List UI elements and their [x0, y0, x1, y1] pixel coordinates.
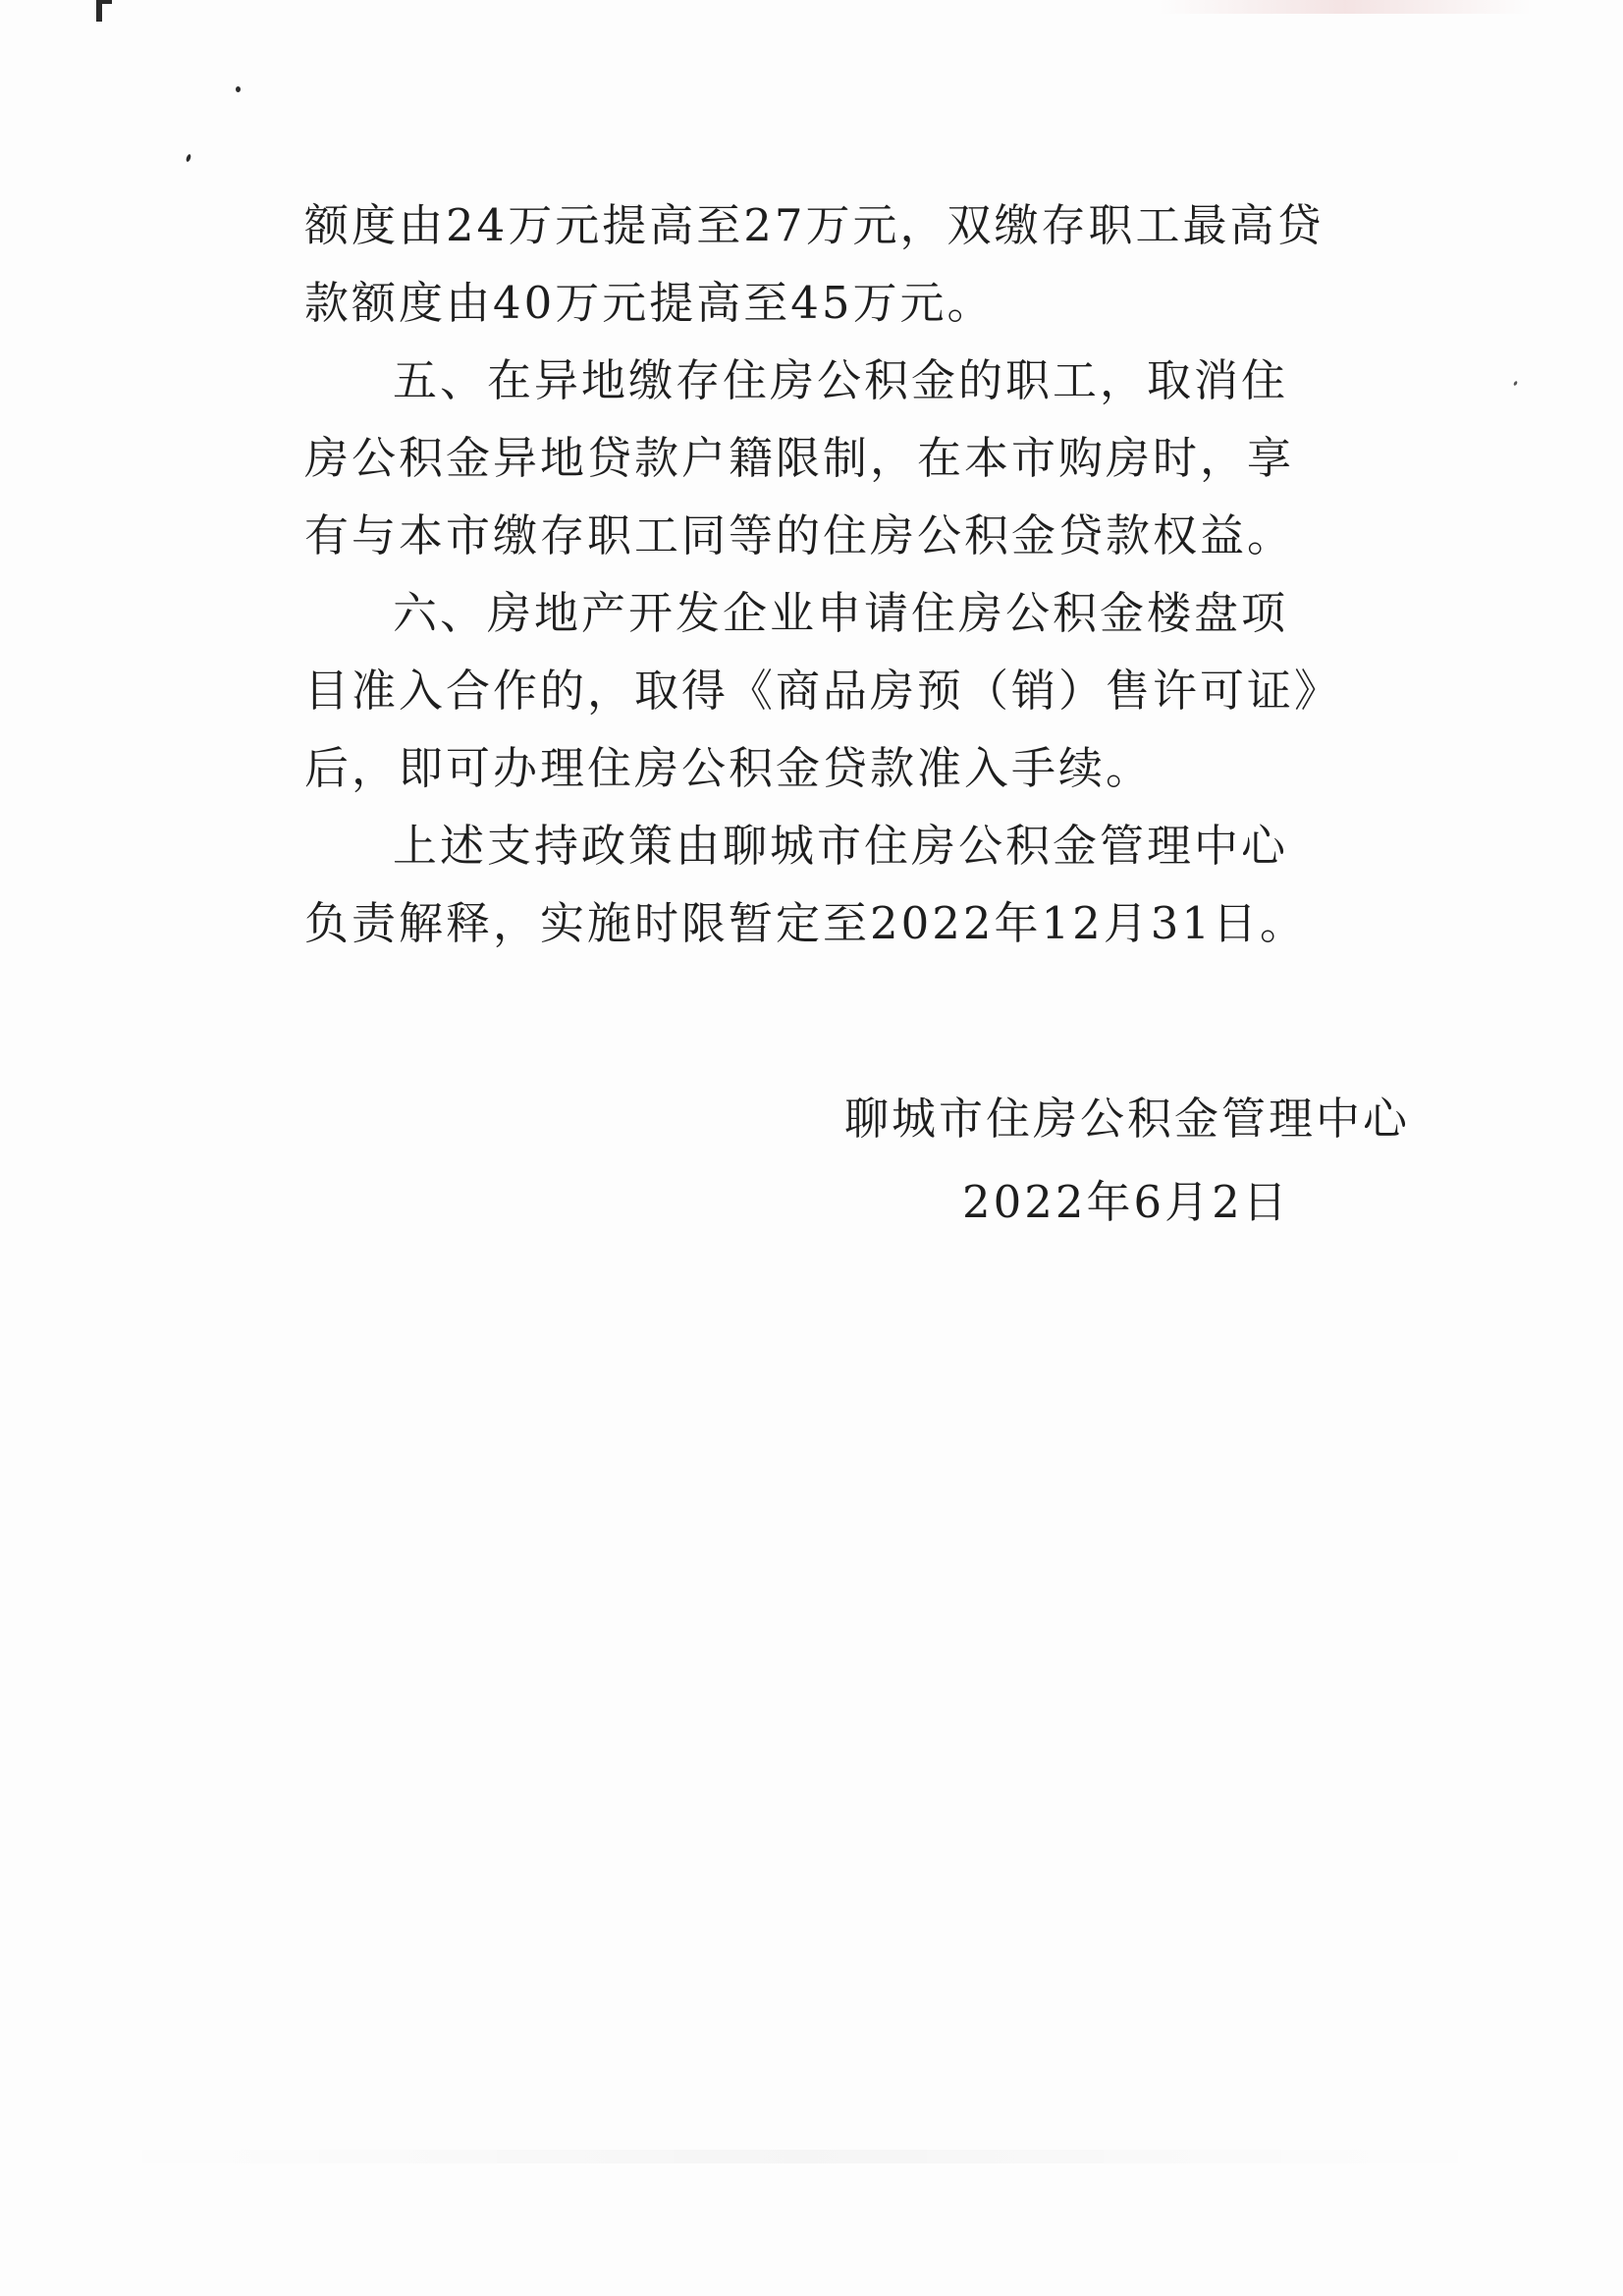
paragraph-interpretation: 上述支持政策由聊城市住房公积金管理中心负责解释，实施时限暂定至2022年12月31日。 — [304, 820, 1308, 949]
paragraph-item-six: 六、房地产开发企业申请住房公积金楼盘项目准入合作的，取得《商品房预（销）售许可证》后，即可办理住房公积金贷款准入手续。 — [304, 587, 1320, 794]
paragraph-loan-limit: 额度由24万元提高至27万元，双缴存职工最高贷款额度由40万元提高至45万元。 — [304, 199, 1325, 329]
signature-organization: 聊城市住房公积金管理中心 — [844, 1093, 1411, 1145]
signature-date: 2022年6月2日 — [962, 1176, 1290, 1228]
scan-shadow — [98, 2150, 1502, 2163]
scan-speck — [1513, 381, 1518, 387]
scan-smudge — [1159, 0, 1532, 14]
paragraph-item-five: 五、在异地缴存住房公积金的职工，取消住房公积金异地贷款户籍限制，在本市购房时，享有与本市缴存职工同等的住房公积金贷款权益。 — [304, 354, 1295, 561]
scan-speck — [186, 154, 191, 163]
scan-corner-mark — [96, 0, 102, 22]
scan-speck — [236, 86, 241, 92]
document-body — [304, 187, 1325, 962]
